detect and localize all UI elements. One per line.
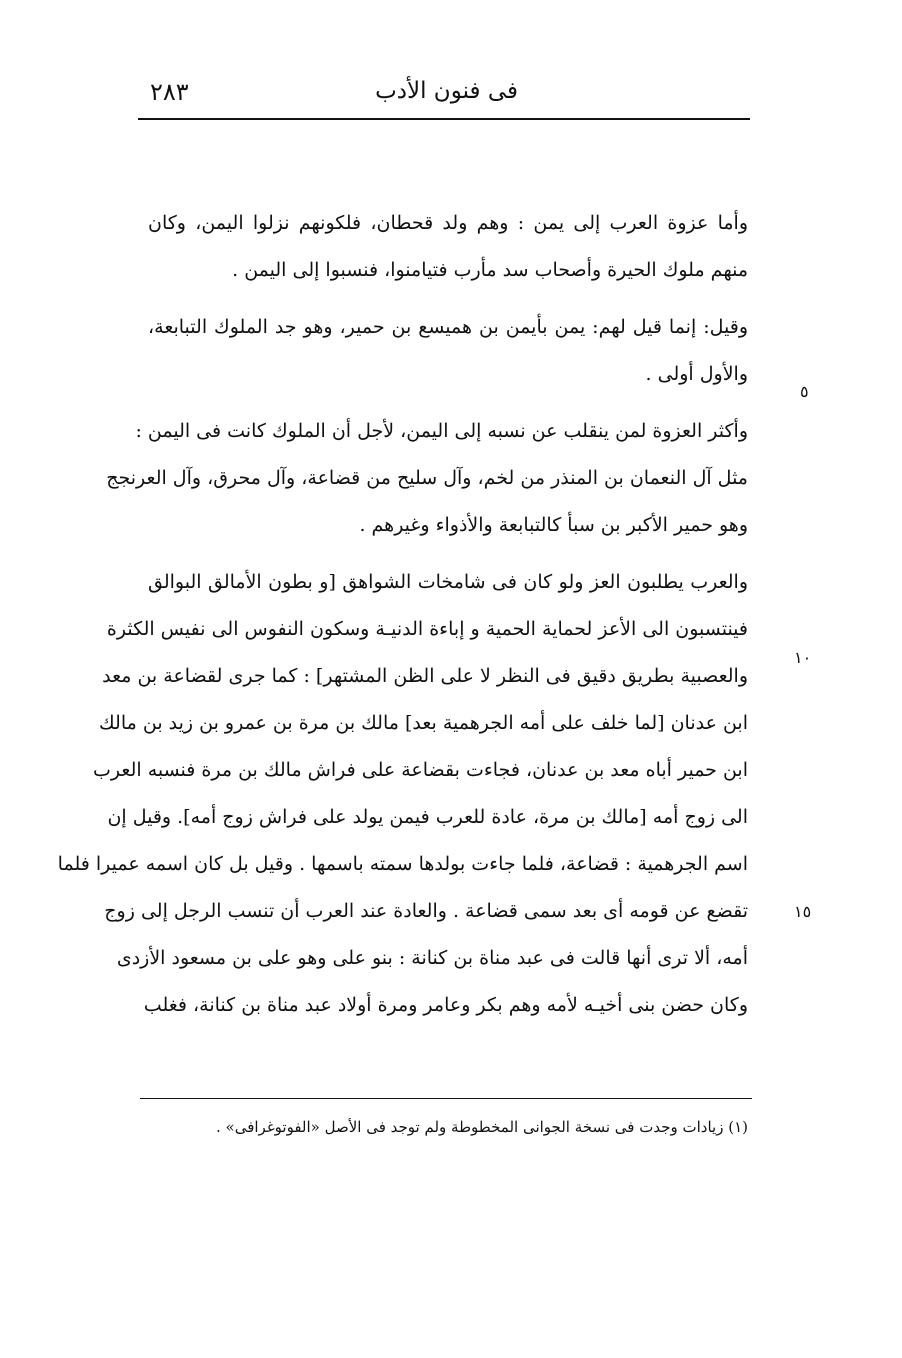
body-text [57, 200, 748, 1090]
page-number: ٢٨٣ [150, 78, 189, 106]
text-line: والعصبية بطريق دقيق فى النظر لا على الظن المشتهر] : كما جرى لقضاعة بن معد [102, 665, 748, 687]
text-line: وهو حمير الأكبر بن سبأ كالتبابعة والأذواء وغيرهم . [359, 514, 748, 536]
text-line: اسم الجرهمية : قضاعة، فلما جاءت بولدها سمته باسمها . وقيل بل كان اسمه عميرا فلما [57, 853, 748, 875]
footnote: (١) زيادات وجدت فى نسخة الجوانى المخطوطة ولم توجد فى الأصل «الفوتوغرافى» . [216, 1118, 748, 1136]
text-line: تقضع عن قومه أى بعد سمى قضاعة . والعادة عند العرب أن تنسب الرجل إلى زوج [104, 900, 748, 922]
text-line: وأكثر العزوة لمن ينقلب عن نسبه إلى اليمن، لأجل أن الملوك كانت فى اليمن : [135, 420, 748, 442]
paragraph-1 [148, 200, 748, 294]
page-header [138, 72, 750, 116]
running-title: فى فنون الأدب [375, 78, 518, 104]
text-line: الى زوج أمه [مالك بن مرة، عادة للعرب فيمن يولد على فراش زوج أمه]. وقيل إن [107, 806, 748, 828]
line-number-5: ٥ [800, 382, 809, 401]
text-line: وكان حضن بنى أخيـه لأمه وهم بكر وعامر ومرة أولاد عبد مناة بن كنانة، فغلب [143, 994, 748, 1016]
paragraph-3 [106, 408, 748, 549]
text-line: والعرب يطلبون العز ولو كان فى شامخات الشواهق [و بطون الأمالق البوالق [148, 571, 748, 593]
text-line: والأول أولى . [645, 363, 748, 385]
text-line: أمه، ألا ترى أنها قالت فى عبد مناة بن كنانة : بنو على وهو على بن مسعود الأزدى [116, 947, 748, 969]
line-number-15: ١٥ [794, 902, 812, 921]
text-line: ابن عدنان [لما خلف على أمه الجرهمية بعد] مالك بن مرة بن عمرو بن زيد بن مالك [99, 712, 748, 734]
text-line: مثل آل النعمان بن المنذر من لخم، وآل سليح من قضاعة، وآل محرق، وآل العرنجج [106, 467, 748, 489]
text-line: منهم ملوك الحيرة وأصحاب سد مأرب فتيامنوا، فنسبوا إلى اليمن . [232, 259, 748, 281]
text-line: وقيل: إنما قيل لهم: يمن بأيمن بن هميسع بن حمير، وهو جد الملوك التبابعة، [148, 316, 748, 338]
text-line: وأما عزوة العرب إلى يمن : وهم ولد قحطان، فلكونهم نزلوا اليمن، وكان [148, 212, 748, 234]
header-rule [138, 118, 750, 120]
paragraph-4 [57, 559, 748, 1029]
footnote-rule [140, 1098, 752, 1099]
text-line: ابن حمير أباه معد بن عدنان، فجاءت بقضاعة على فراش مالك بن مرة فنسبه العرب [93, 759, 748, 781]
text-line: فينتسبون الى الأعز لحماية الحمية و إباءة الدنيـة وسكون النفوس الى نفيس الكثرة [106, 618, 748, 640]
line-number-10: ١٠ [794, 648, 812, 667]
paragraph-2 [148, 304, 748, 398]
